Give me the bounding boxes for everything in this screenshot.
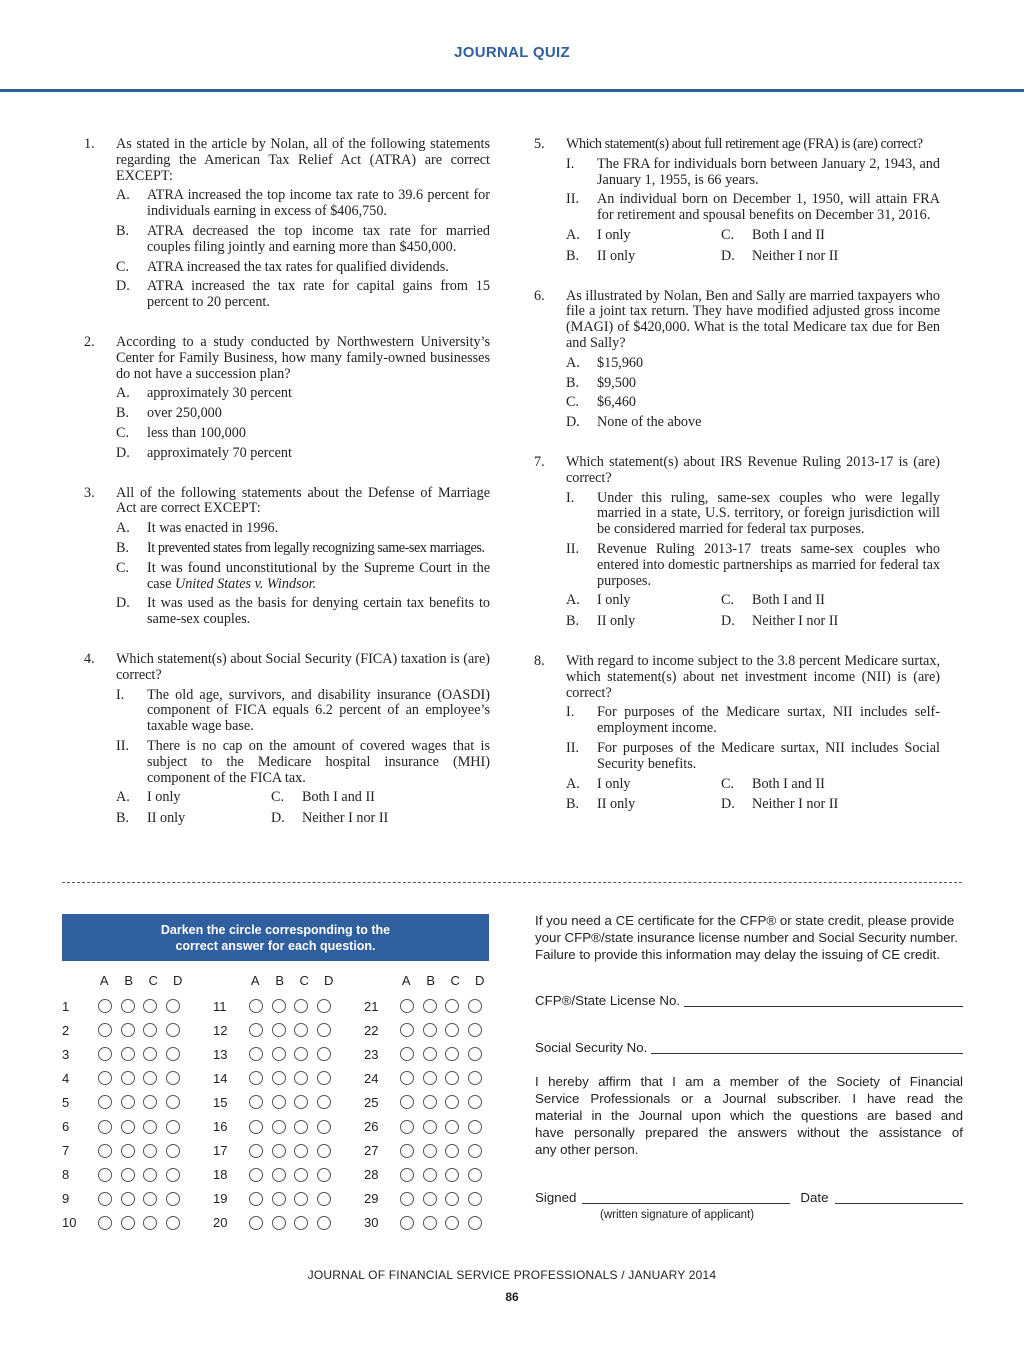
answer-row-26 (364, 1117, 490, 1137)
question-4 (84, 652, 490, 827)
question-number: 7. (534, 453, 545, 470)
answer-row-number: 27 (364, 1143, 379, 1159)
answer-bubble-b[interactable] (272, 999, 286, 1013)
answer-bubble-a[interactable] (98, 1168, 112, 1182)
answer-bubble-c[interactable] (143, 1095, 157, 1109)
answer-bubble-a[interactable] (400, 999, 414, 1013)
answer-bubble-c[interactable] (445, 1120, 459, 1134)
option-c[interactable]: C. It was found unconstitutional by the Supreme Court in the case United States v. Windsor. (116, 559, 490, 592)
answer-bubble-a[interactable] (400, 1071, 414, 1085)
answer-bubble-b[interactable] (272, 1216, 286, 1230)
answer-bubble-d[interactable] (468, 1168, 482, 1182)
question-number: 5. (534, 136, 545, 152)
answer-bubble-d[interactable] (468, 1192, 482, 1206)
answer-bubble-c[interactable] (294, 1120, 308, 1134)
answer-bubble-b[interactable] (121, 1120, 135, 1134)
answer-bubble-d[interactable] (166, 1095, 180, 1109)
answer-bubble-b[interactable] (121, 1144, 135, 1158)
answer-sheet-heading: Darken the circle corresponding to the correct answer for each question. (62, 914, 489, 961)
answer-bubble-d[interactable] (166, 1023, 180, 1037)
statement-ii: II. There is no cap on the amount of covered wages that is subject to the Medicare hospital insurance (MHI) component of the FICA tax. (116, 737, 490, 786)
answer-row-number: 23 (364, 1046, 379, 1062)
answer-row-number: 11 (213, 998, 227, 1014)
question-number: 3. (84, 484, 95, 501)
answer-row-number: 10 (62, 1215, 77, 1231)
license-label: CFP®/State License No. (535, 993, 681, 1008)
answer-row-14 (213, 1068, 339, 1088)
answer-bubble-d[interactable] (468, 999, 482, 1013)
choice-d[interactable]: D. Neither I nor II (721, 796, 839, 813)
question-8 (534, 654, 940, 813)
answer-row-number: 22 (364, 1022, 379, 1038)
choice-c[interactable]: C. Both I and II (721, 592, 825, 609)
questions-left-column (84, 137, 490, 827)
answer-bubble-b[interactable] (121, 1071, 135, 1085)
answer-row-29 (364, 1189, 490, 1209)
answer-bubble-c[interactable] (294, 1047, 308, 1061)
answer-bubble-a[interactable] (98, 1095, 112, 1109)
answer-row-number: 12 (213, 1022, 228, 1038)
answer-bubble-b[interactable] (121, 999, 135, 1013)
answer-bubble-d[interactable] (317, 1047, 331, 1061)
date-label: Date (800, 1190, 829, 1205)
answer-bubble-c[interactable] (294, 1216, 308, 1230)
answer-row-2 (62, 1020, 188, 1040)
answer-bubble-c[interactable] (143, 999, 157, 1013)
answer-row-number: 5 (62, 1094, 70, 1110)
answer-bubble-b[interactable] (121, 1095, 135, 1109)
answer-bubble-a[interactable] (400, 1192, 414, 1206)
answer-bubble-c[interactable] (294, 1095, 308, 1109)
answer-bubble-c[interactable] (294, 1144, 308, 1158)
answer-bubble-c[interactable] (294, 1071, 308, 1085)
page-header-title: JOURNAL QUIZ (454, 44, 570, 61)
answer-bubble-b[interactable] (272, 1047, 286, 1061)
answer-bubble-c[interactable] (143, 1071, 157, 1085)
answer-bubble-b[interactable] (121, 1023, 135, 1037)
answer-bubble-d[interactable] (468, 1047, 482, 1061)
choice-d[interactable]: D. Neither I nor II (271, 810, 389, 827)
answer-bubble-a[interactable] (98, 1071, 112, 1085)
question-7 (534, 455, 940, 630)
answer-bubble-a[interactable] (249, 1168, 263, 1182)
choice-a[interactable]: A. I only (116, 789, 181, 806)
choice-a[interactable]: A. I only (566, 775, 631, 792)
answer-row-number: 28 (364, 1167, 379, 1183)
answer-bubble-d[interactable] (166, 1120, 180, 1134)
answer-row-10 (62, 1213, 188, 1233)
answer-row-13 (213, 1044, 339, 1064)
answer-row-20 (213, 1213, 339, 1233)
question-5 (534, 137, 940, 265)
choice-a[interactable]: A. I only (566, 226, 631, 243)
answer-bubble-d[interactable] (317, 1168, 331, 1182)
answer-bubble-d[interactable] (317, 1071, 331, 1085)
ce-certificate-instructions: If you need a CE certificate for the CFP® or state credit, please provide your CFP®/state insurance license number and Social Security number. Failure to provide this information may delay the issuing of CE credit. (535, 913, 958, 962)
answer-bubble-a[interactable] (98, 1192, 112, 1206)
answer-bubble-c[interactable] (445, 1192, 459, 1206)
option-c[interactable]: C. $6,460 (566, 394, 637, 411)
answer-row-number: 8 (62, 1167, 70, 1183)
answer-bubble-b[interactable] (423, 1216, 437, 1230)
option-a[interactable]: A. ATRA increased the top income tax rate to 39.6 percent for individuals earning in excess of $406,750. (116, 187, 490, 220)
answer-row-28 (364, 1165, 490, 1185)
answer-bubble-a[interactable] (249, 1144, 263, 1158)
answer-row-number: 17 (213, 1143, 228, 1159)
choice-b[interactable]: B. II only (116, 810, 186, 827)
answer-bubble-b[interactable] (423, 1023, 437, 1037)
choice-b[interactable]: B. II only (566, 247, 636, 264)
answer-bubble-b[interactable] (272, 1023, 286, 1037)
answer-bubble-b[interactable] (121, 1192, 135, 1206)
answer-bubble-c[interactable] (294, 1168, 308, 1182)
answer-bubble-a[interactable] (249, 1071, 263, 1085)
answer-row-number: 30 (364, 1215, 379, 1231)
ssn-field[interactable] (535, 1039, 963, 1056)
answer-bubble-d[interactable] (468, 1071, 482, 1085)
answer-row-18 (213, 1165, 339, 1185)
answer-bubble-b[interactable] (272, 1168, 286, 1182)
answer-bubble-c[interactable] (143, 1216, 157, 1230)
question-text: With regard to income subject to the 3.8 percent Medicare surtax, which statement(s) about net investment income (NII) is (are) correct? (566, 652, 940, 701)
answer-bubble-a[interactable] (98, 1144, 112, 1158)
option-b[interactable]: B. $9,500 (566, 374, 637, 391)
answer-row-number: 13 (213, 1046, 228, 1062)
option-a[interactable]: A. approximately 30 percent (116, 385, 292, 402)
answer-bubble-grid (62, 973, 492, 1233)
answer-bubble-a[interactable] (400, 1168, 414, 1182)
answer-row-number: 2 (62, 1022, 70, 1038)
answer-bubble-d[interactable] (317, 999, 331, 1013)
question-number: 1. (84, 136, 95, 152)
answer-bubble-d[interactable] (166, 1047, 180, 1061)
answer-bubble-c[interactable] (143, 1120, 157, 1134)
signed-label: Signed (535, 1190, 577, 1205)
option-b[interactable]: B. over 250,000 (116, 405, 222, 422)
answer-bubble-d[interactable] (317, 1192, 331, 1206)
cut-line-divider (62, 882, 962, 883)
page-number: 86 (505, 1290, 519, 1304)
answer-bubble-c[interactable] (143, 1192, 157, 1206)
questions-right-column (534, 137, 940, 813)
answer-row-25 (364, 1092, 490, 1112)
answer-choices (116, 790, 490, 827)
answer-row-8 (62, 1165, 188, 1185)
answer-row-number: 14 (213, 1070, 228, 1086)
answer-row-number: 21 (364, 998, 379, 1014)
question-3 (84, 486, 490, 628)
answer-bubble-a[interactable] (98, 1216, 112, 1230)
answer-choices (566, 593, 940, 630)
question-text: As stated in the article by Nolan, all of the following statements regarding the American Tax Relief Act (ATRA) are correct EXCEPT: (116, 136, 490, 184)
answer-bubble-b[interactable] (272, 1120, 286, 1134)
choice-c[interactable]: C. Both I and II (271, 789, 375, 806)
answer-row-number: 3 (62, 1046, 70, 1062)
answer-bubble-b[interactable] (423, 1095, 437, 1109)
answer-bubble-c[interactable] (445, 999, 459, 1013)
answer-row-number: 6 (62, 1119, 70, 1134)
answer-bubble-c[interactable] (445, 1144, 459, 1158)
choice-b[interactable]: B. II only (566, 613, 636, 630)
answer-row-21 (364, 996, 490, 1016)
answer-bubble-b[interactable] (121, 1047, 135, 1061)
answer-bubble-c[interactable] (143, 1144, 157, 1158)
choice-c[interactable]: C. Both I and II (721, 226, 825, 243)
option-d[interactable]: D. ATRA increased the tax rate for capital gains from 15 percent to 20 percent. (116, 278, 490, 311)
answer-bubble-d[interactable] (317, 1120, 331, 1134)
answer-bubble-a[interactable] (98, 999, 112, 1013)
answer-row-number: 26 (364, 1119, 379, 1134)
answer-bubble-d[interactable] (166, 1216, 180, 1230)
ssn-input-line[interactable] (651, 1039, 963, 1054)
answer-bubble-d[interactable] (468, 1023, 482, 1037)
answer-row-11 (213, 996, 339, 1016)
question-number: 8. (534, 652, 545, 669)
choice-d[interactable]: D. Neither I nor II (721, 613, 839, 630)
answer-bubble-c[interactable] (294, 1023, 308, 1037)
answer-row-30 (364, 1213, 490, 1233)
answer-row-number: 18 (213, 1167, 228, 1183)
answer-bubble-c[interactable] (445, 1047, 459, 1061)
answer-row-27 (364, 1141, 490, 1161)
answer-row-17 (213, 1141, 339, 1161)
question-text: Which statement(s) about full retirement age (FRA) is (are) correct? (566, 136, 923, 152)
option-c[interactable]: C. ATRA increased the tax rates for qualified dividends. (116, 258, 449, 275)
header-rule (0, 89, 1024, 92)
answer-row-number: 29 (364, 1191, 379, 1207)
answer-bubble-b[interactable] (423, 1168, 437, 1182)
answer-bubble-c[interactable] (143, 1047, 157, 1061)
question-number: 2. (84, 333, 95, 350)
option-b[interactable]: B. ATRA decreased the top income tax rate for married couples filing jointly and earning more than $450,000. (116, 222, 490, 255)
choice-b[interactable]: B. II only (566, 796, 636, 813)
answer-bubble-b[interactable] (423, 1047, 437, 1061)
question-1 (84, 137, 490, 311)
question-text: Which statement(s) about Social Security (FICA) taxation is (are) correct? (116, 650, 490, 683)
answer-bubble-a[interactable] (249, 1120, 263, 1134)
statement-ii: II. For purposes of the Medicare surtax, NII includes Social Security benefits. (566, 739, 940, 772)
answer-bubble-d[interactable] (468, 1120, 482, 1134)
statement-i: I. Under this ruling, same-sex couples who were legally married in a state, U.S. territory, or foreign jurisdiction will be considered married for federal tax purposes. (566, 489, 940, 538)
answer-bubble-c[interactable] (143, 1023, 157, 1037)
statement-ii: II. An individual born on December 1, 1950, will attain FRA for retirement and spousal benefits on December 31, 2016. (566, 191, 940, 224)
answer-row-24 (364, 1068, 490, 1088)
answer-bubble-a[interactable] (98, 1023, 112, 1037)
letter-header-col2: A B C D (250, 973, 334, 988)
answer-bubble-d[interactable] (468, 1095, 482, 1109)
option-b[interactable]: B. It prevented states from legally recognizing same-sex marriages. (116, 539, 485, 556)
answer-bubble-d[interactable] (468, 1144, 482, 1158)
answer-row-23 (364, 1044, 490, 1064)
question-text: As illustrated by Nolan, Ben and Sally are married taxpayers who file a joint tax return. They have modified adjusted gross income (MAGI) of $420,000. What is the total Medicare tax due for Ben and Sally? (566, 287, 940, 351)
letter-header-col3: A B C D (401, 973, 485, 988)
answer-bubble-d[interactable] (166, 1071, 180, 1085)
question-number: 6. (534, 287, 545, 304)
answer-row-number: 15 (213, 1094, 228, 1110)
answer-row-12 (213, 1020, 339, 1040)
answer-bubble-b[interactable] (423, 1144, 437, 1158)
signature-note: (written signature of applicant) (600, 1209, 755, 1221)
answer-bubble-d[interactable] (166, 1168, 180, 1182)
answer-bubble-c[interactable] (445, 1071, 459, 1085)
answer-bubble-d[interactable] (317, 1216, 331, 1230)
answer-row-16 (213, 1117, 339, 1137)
answer-bubble-a[interactable] (249, 1192, 263, 1206)
answer-bubble-d[interactable] (166, 1144, 180, 1158)
answer-bubble-d[interactable] (166, 1192, 180, 1206)
answer-bubble-a[interactable] (98, 1120, 112, 1134)
license-number-field[interactable] (535, 992, 963, 1009)
answer-bubble-b[interactable] (423, 1192, 437, 1206)
answer-row-number: 25 (364, 1094, 379, 1110)
answer-row-15 (213, 1092, 339, 1112)
choice-d[interactable]: D. Neither I nor II (721, 247, 839, 264)
answer-bubble-c[interactable] (294, 1192, 308, 1206)
statement-ii: II. Revenue Ruling 2013-17 treats same-sex couples who entered into domestic partnerships as married for federal tax purposes. (566, 540, 940, 589)
answer-bubble-a[interactable] (400, 1216, 414, 1230)
case-name: United States v. Windsor. (174, 575, 317, 592)
answer-bubble-b[interactable] (272, 1071, 286, 1085)
answer-bubble-c[interactable] (445, 1168, 459, 1182)
answer-row-1 (62, 996, 188, 1016)
answer-bubble-d[interactable] (317, 1023, 331, 1037)
answer-bubble-d[interactable] (468, 1216, 482, 1230)
option-d[interactable]: D. None of the above (566, 414, 702, 431)
answer-row-number: 1 (62, 998, 70, 1014)
answer-bubble-b[interactable] (272, 1095, 286, 1109)
answer-row-number: 4 (62, 1070, 70, 1086)
signature-input-line[interactable] (582, 1189, 790, 1204)
license-input-line[interactable] (684, 992, 963, 1007)
answer-bubble-b[interactable] (121, 1216, 135, 1230)
answer-bubble-a[interactable] (400, 1120, 414, 1134)
answer-bubble-b[interactable] (272, 1192, 286, 1206)
answer-row-6 (62, 1117, 188, 1137)
answer-bubble-b[interactable] (423, 1120, 437, 1134)
answer-bubble-b[interactable] (423, 999, 437, 1013)
answer-bubble-d[interactable] (317, 1095, 331, 1109)
question-number: 4. (84, 650, 95, 667)
choice-c[interactable]: C. Both I and II (721, 775, 825, 792)
answer-row-4 (62, 1068, 188, 1088)
answer-bubble-a[interactable] (400, 1095, 414, 1109)
journal-footer: JOURNAL OF FINANCIAL SERVICE PROFESSIONALS / JANUARY 2014 (307, 1268, 717, 1282)
answer-bubble-a[interactable] (400, 1047, 414, 1061)
answer-bubble-c[interactable] (294, 999, 308, 1013)
answer-bubble-a[interactable] (400, 1144, 414, 1158)
answer-row-number: 24 (364, 1070, 379, 1086)
answer-row-9 (62, 1189, 188, 1209)
answer-bubble-c[interactable] (445, 1216, 459, 1230)
answer-bubble-c[interactable] (143, 1168, 157, 1182)
signature-row (535, 1189, 963, 1206)
choice-a[interactable]: A. I only (566, 592, 631, 609)
answer-choices (566, 228, 940, 265)
answer-row-5 (62, 1092, 188, 1112)
statement-i: I. The old age, survivors, and disability insurance (OASDI) component of FICA equals 6.2 percent of an employee’s taxable wage base. (116, 686, 490, 735)
question-text: According to a study conducted by Northwestern University’s Center for Family Business, how many family-owned businesses do not have a succession plan? (116, 333, 490, 382)
answer-bubble-d[interactable] (317, 1144, 331, 1158)
answer-row-number: 7 (62, 1143, 70, 1159)
answer-bubble-a[interactable] (400, 1023, 414, 1037)
answer-row-3 (62, 1044, 188, 1064)
question-2 (84, 335, 490, 462)
answer-bubble-c[interactable] (445, 1095, 459, 1109)
answer-bubble-a[interactable] (249, 1047, 263, 1061)
answer-bubble-a[interactable] (98, 1047, 112, 1061)
option-a[interactable]: A. $15,960 (566, 354, 644, 371)
answer-row-number: 20 (213, 1215, 228, 1231)
option-d[interactable]: D. It was used as the basis for denying certain tax benefits to same-sex couples. (116, 595, 490, 628)
answer-row-7 (62, 1141, 188, 1161)
answer-bubble-a[interactable] (249, 1023, 263, 1037)
answer-row-number: 16 (213, 1119, 228, 1134)
statement-i: I. The FRA for individuals born between January 2, 1943, and January 1, 1955, is 66 years. (566, 155, 940, 188)
question-text: Which statement(s) about IRS Revenue Ruling 2013-17 is (are) correct? (566, 453, 940, 486)
answer-bubble-a[interactable] (249, 1095, 263, 1109)
answer-bubble-a[interactable] (249, 999, 263, 1013)
answer-row-number: 9 (62, 1191, 70, 1207)
question-text: All of the following statements about the Defense of Marriage Act are correct EXCEPT: (116, 484, 490, 517)
affirmation-statement: I hereby affirm that I am a member of the Society of Financial Service Professionals or a Journal subscriber. I have read the material in the Journal upon which the questions are based and have personally prepared the answers without the assistance of any other person. (535, 1074, 963, 1157)
answer-row-19 (213, 1189, 339, 1209)
ssn-label: Social Security No. (535, 1040, 648, 1055)
option-a[interactable]: A. It was enacted in 1996. (116, 520, 279, 537)
answer-bubble-a[interactable] (249, 1216, 263, 1230)
option-c[interactable]: C. less than 100,000 (116, 424, 246, 441)
answer-row-22 (364, 1020, 490, 1040)
date-input-line[interactable] (835, 1189, 964, 1204)
answer-bubble-c[interactable] (445, 1023, 459, 1037)
answer-bubble-b[interactable] (272, 1144, 286, 1158)
question-6 (534, 289, 940, 431)
answer-bubble-d[interactable] (166, 999, 180, 1013)
answer-bubble-b[interactable] (121, 1168, 135, 1182)
answer-row-number: 19 (213, 1191, 228, 1207)
option-d[interactable]: D. approximately 70 percent (116, 444, 292, 461)
answer-bubble-b[interactable] (423, 1071, 437, 1085)
answer-choices (566, 777, 940, 814)
statement-i: I. For purposes of the Medicare surtax, NII includes self-employment income. (566, 704, 940, 737)
letter-header-col1: A B C D (99, 973, 183, 988)
